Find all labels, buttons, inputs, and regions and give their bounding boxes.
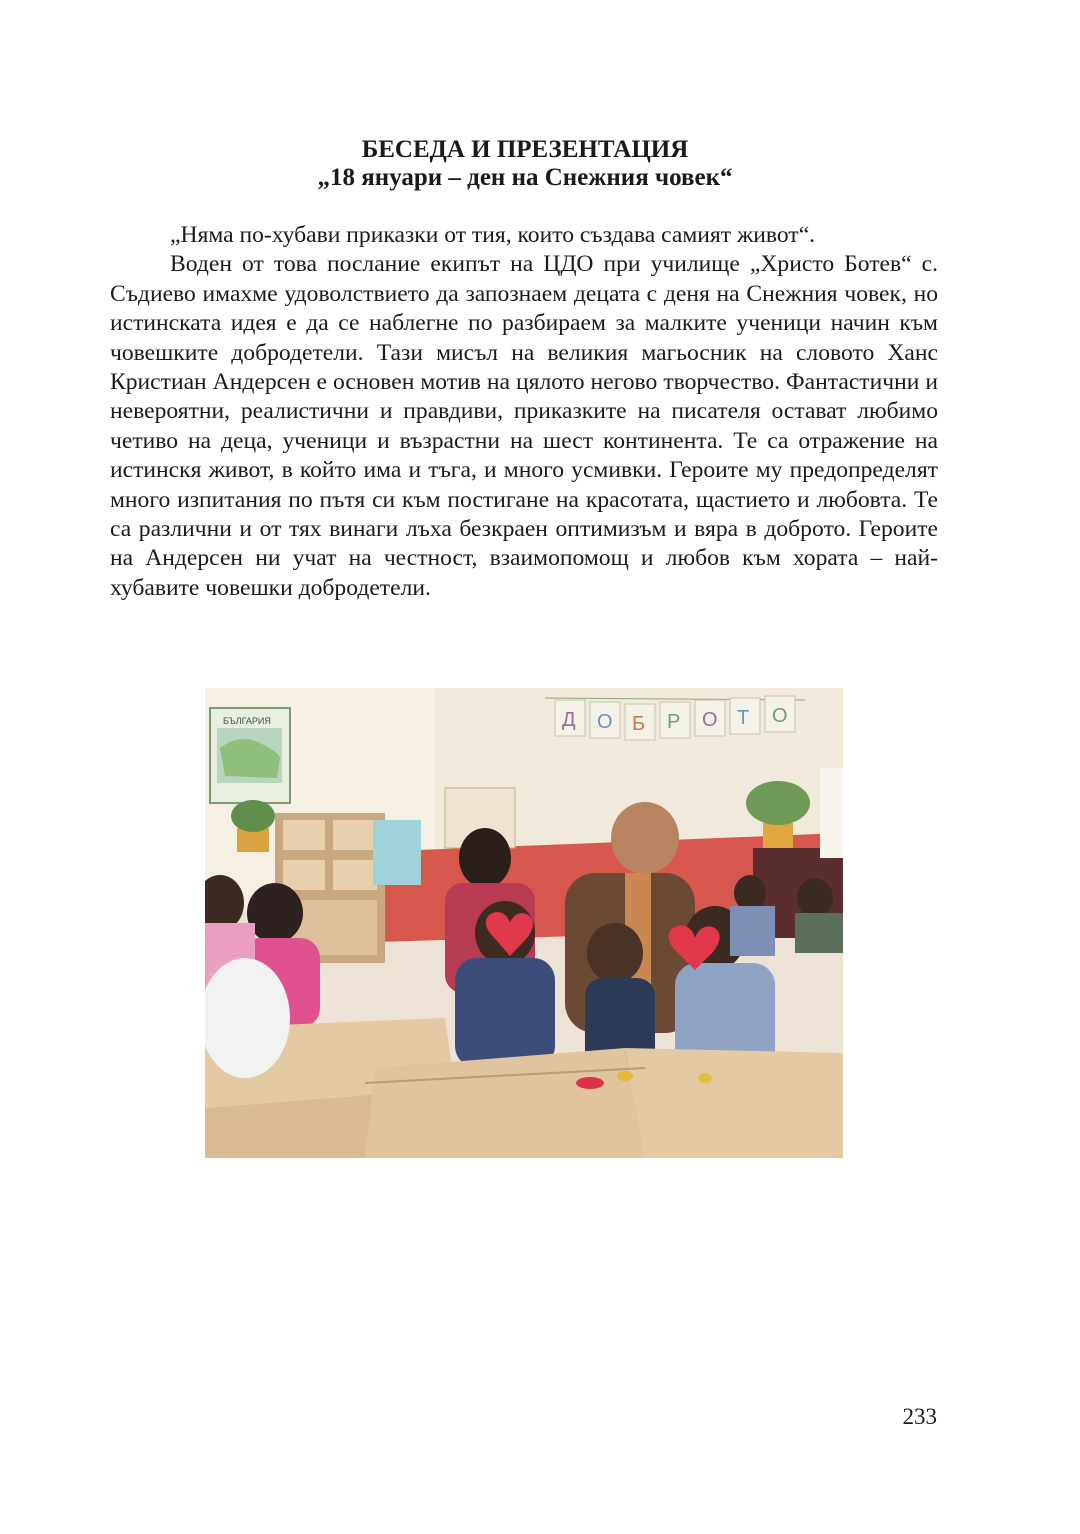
paragraph-quote: „Няма по-хубави приказки от тия, които създава самият живот“. [170, 222, 816, 248]
banner-letter: О [597, 711, 613, 733]
banner-letter: О [702, 709, 718, 731]
article-body [110, 221, 938, 603]
paragraph-main: Воден от това послание екипът на ЦДО при училище „Христо Ботев“ с. Съдиево имахме удоволствието да запознаем децата с деня на Снежния човек, но истинската идея е да се наблегне по разбираем за малките ученици начин към човешките добродетели. Тази мисъл на великия магьосник на словото Ханс Кристиан Андерсен е основен мотив на цялото негово творчество. Фантастични и невероятни, реалистични и правдиви, приказките на писателя остават любимо четиво на деца, ученици и възрастни на шест континента. Те са отражение на истинскя живот, в който има и тъга, и много усмивки. Героите му предопределят много изпитания по пътя си към постигане на красотата, щастието и любовта. Те са различни и от тях винаги лъха безкраен оптимизъм и вяра в доброто. Героите на Андерсен ни учат на честност, взаимопомощ и любов към хората – най-хубавите човешки добродетели. [110, 251, 938, 601]
heading-title: БЕСЕДА И ПРЕЗЕНТАЦИЯ [361, 136, 689, 163]
section-heading [110, 136, 940, 192]
banner-letter: О [772, 705, 788, 727]
banner-letter: Б [632, 713, 646, 735]
heading-subtitle: „18 януари – ден на Снежния човек“ [317, 164, 733, 191]
banner-letter: Р [667, 711, 681, 733]
banner-letter: Д [562, 709, 576, 731]
banner-letter: Т [737, 707, 750, 729]
map-label: БЪЛГАРИЯ [223, 716, 271, 726]
classroom-photo [205, 688, 843, 1158]
wall-poster [373, 820, 421, 885]
wall-map [210, 708, 290, 803]
page-number: 233 [902, 1404, 937, 1429]
plant-left [231, 800, 275, 852]
